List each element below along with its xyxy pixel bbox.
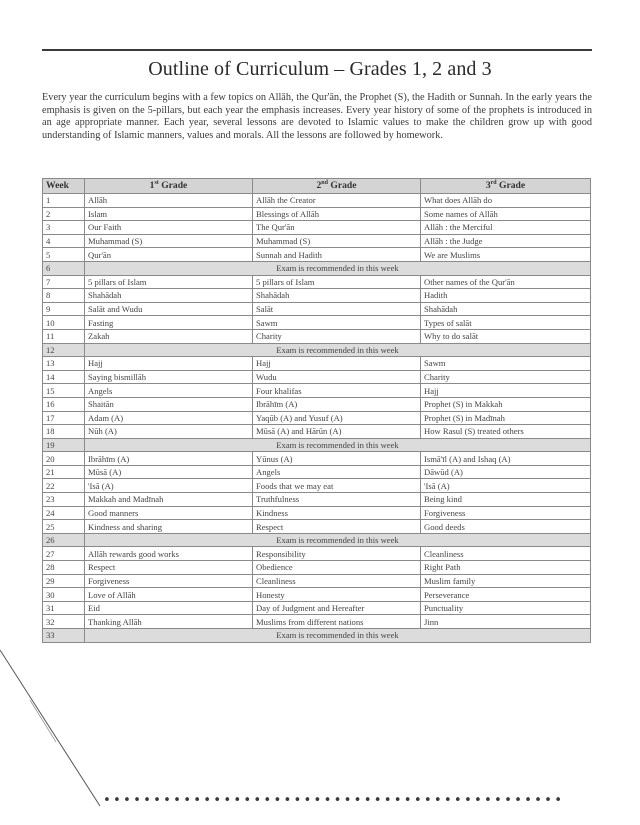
grade2-topic: Yaqūb (A) and Yusuf (A) bbox=[253, 411, 421, 425]
table-row bbox=[43, 506, 591, 520]
grade3-topic: Ismā'īl (A) and Ishaq (A) bbox=[421, 452, 591, 466]
grade3-topic: Allāh : the Judge bbox=[421, 234, 591, 248]
grade2-topic: Truthfulness bbox=[253, 493, 421, 507]
grade1-topic: Angels bbox=[85, 384, 253, 398]
grade1-topic: 5 pillars of Islam bbox=[85, 275, 253, 289]
exam-note: Exam is recommended in this week bbox=[85, 629, 591, 643]
week-number: 14 bbox=[43, 370, 85, 384]
top-rule bbox=[42, 49, 592, 51]
grade1-topic: Allāh rewards good works bbox=[85, 547, 253, 561]
grade3-topic: Allāh : the Merciful bbox=[421, 221, 591, 235]
grade2-header: 2nd Grade bbox=[253, 179, 421, 194]
week-number: 1 bbox=[43, 194, 85, 208]
grade1-topic: Fasting bbox=[85, 316, 253, 330]
week-number: 20 bbox=[43, 452, 85, 466]
grade2-topic: Respect bbox=[253, 520, 421, 534]
week-number: 2 bbox=[43, 207, 85, 221]
grade3-topic: We are Muslims bbox=[421, 248, 591, 262]
grade3-topic: Being kind bbox=[421, 493, 591, 507]
grade1-topic: Allāh bbox=[85, 194, 253, 208]
table-row bbox=[43, 207, 591, 221]
exam-row bbox=[43, 438, 591, 452]
grade3-header: 3rd Grade bbox=[421, 179, 591, 194]
grade2-topic: Cleanliness bbox=[253, 574, 421, 588]
table-row bbox=[43, 221, 591, 235]
grade1-topic: Good manners bbox=[85, 506, 253, 520]
table-row bbox=[43, 234, 591, 248]
grade2-topic: Sunnah and Hadith bbox=[253, 248, 421, 262]
grade2-topic: 5 pillars of Islam bbox=[253, 275, 421, 289]
grade3-topic: Hadith bbox=[421, 289, 591, 303]
grade3-topic: Cleanliness bbox=[421, 547, 591, 561]
page-title: Outline of Curriculum – Grades 1, 2 and 3 bbox=[148, 58, 492, 80]
table-row bbox=[43, 248, 591, 262]
table-header-row bbox=[43, 179, 591, 194]
grade2-topic: The Qur'ān bbox=[253, 221, 421, 235]
grade3-topic: Types of salāt bbox=[421, 316, 591, 330]
grade1-topic: Respect bbox=[85, 561, 253, 575]
table-row bbox=[43, 384, 591, 398]
week-number: 16 bbox=[43, 397, 85, 411]
grade1-topic: Nūh (A) bbox=[85, 425, 253, 439]
week-number: 9 bbox=[43, 302, 85, 316]
exam-note: Exam is recommended in this week bbox=[85, 343, 591, 357]
grade3-topic: 'Isā (A) bbox=[421, 479, 591, 493]
grade3-topic: Some names of Allāh bbox=[421, 207, 591, 221]
grade2-topic: Allāh the Creator bbox=[253, 194, 421, 208]
grade1-topic: Salāt and Wudu bbox=[85, 302, 253, 316]
week-number: 29 bbox=[43, 574, 85, 588]
grade2-topic: Sawm bbox=[253, 316, 421, 330]
grade1-topic: Muhammad (S) bbox=[85, 234, 253, 248]
week-number: 17 bbox=[43, 411, 85, 425]
table-row bbox=[43, 547, 591, 561]
grade3-topic: Forgiveness bbox=[421, 506, 591, 520]
grade2-topic: Responsibility bbox=[253, 547, 421, 561]
week-number: 3 bbox=[43, 221, 85, 235]
grade2-topic: Muslims from different nations bbox=[253, 615, 421, 629]
grade3-topic: Shahādah bbox=[421, 302, 591, 316]
week-number: 19 bbox=[43, 438, 85, 452]
week-number: 12 bbox=[43, 343, 85, 357]
grade3-topic: Right Path bbox=[421, 561, 591, 575]
grade1-topic: Islam bbox=[85, 207, 253, 221]
grade1-topic: Shahādah bbox=[85, 289, 253, 303]
table-row bbox=[43, 370, 591, 384]
week-number: 22 bbox=[43, 479, 85, 493]
week-number: 11 bbox=[43, 329, 85, 343]
grade3-topic: How Rasul (S) treated others bbox=[421, 425, 591, 439]
exam-note: Exam is recommended in this week bbox=[85, 438, 591, 452]
grade2-topic: Ibrāhīm (A) bbox=[253, 397, 421, 411]
exam-row bbox=[43, 261, 591, 275]
grade1-topic: Ibrāhīm (A) bbox=[85, 452, 253, 466]
grade2-topic: Foods that we may eat bbox=[253, 479, 421, 493]
week-header: Week bbox=[43, 179, 85, 194]
grade1-topic: Shaitān bbox=[85, 397, 253, 411]
table-row bbox=[43, 561, 591, 575]
week-number: 33 bbox=[43, 629, 85, 643]
week-number: 13 bbox=[43, 357, 85, 371]
grade2-topic: Honesty bbox=[253, 588, 421, 602]
grade3-topic: Dāwūd (A) bbox=[421, 465, 591, 479]
grade3-topic: Punctuality bbox=[421, 601, 591, 615]
table-row bbox=[43, 601, 591, 615]
week-number: 15 bbox=[43, 384, 85, 398]
exam-row bbox=[43, 533, 591, 547]
week-number: 24 bbox=[43, 506, 85, 520]
table-row bbox=[43, 357, 591, 371]
table-row bbox=[43, 479, 591, 493]
table-row bbox=[43, 316, 591, 330]
grade2-topic: Yūnus (A) bbox=[253, 452, 421, 466]
grade1-topic: Kindness and sharing bbox=[85, 520, 253, 534]
week-number: 23 bbox=[43, 493, 85, 507]
grade2-topic: Angels bbox=[253, 465, 421, 479]
grade1-topic: 'Isā (A) bbox=[85, 479, 253, 493]
grade1-topic: Makkah and Madīnah bbox=[85, 493, 253, 507]
table-row bbox=[43, 425, 591, 439]
table-row bbox=[43, 329, 591, 343]
grade2-topic: Salāt bbox=[253, 302, 421, 316]
grade3-topic: Sawm bbox=[421, 357, 591, 371]
week-number: 27 bbox=[43, 547, 85, 561]
week-number: 31 bbox=[43, 601, 85, 615]
grade3-topic: Why to do salāt bbox=[421, 329, 591, 343]
grade3-topic: Good deeds bbox=[421, 520, 591, 534]
grade1-topic: Eid bbox=[85, 601, 253, 615]
week-number: 8 bbox=[43, 289, 85, 303]
week-number: 30 bbox=[43, 588, 85, 602]
grade2-topic: Blessings of Allāh bbox=[253, 207, 421, 221]
week-number: 10 bbox=[43, 316, 85, 330]
grade2-topic: Wudu bbox=[253, 370, 421, 384]
grade1-topic: Qur'ān bbox=[85, 248, 253, 262]
intro-paragraph: Every year the curriculum begins with a few topics on Allāh, the Qur'ān, the Prophet (S), the Hadith or Sunnah. In the early years the emphasis is given on the 5-pillars, but each year the emphasis increases. Every year history of some of the prophets is introduced in an age appropriate manner. Each year, several lessons are devoted to Islamic values to make the children grow up with good understanding of Islamic manners, values and morals. All the lessons are followed by homework. bbox=[42, 92, 592, 141]
week-number: 32 bbox=[43, 615, 85, 629]
grade1-topic: Adam (A) bbox=[85, 411, 253, 425]
week-number: 28 bbox=[43, 561, 85, 575]
grade3-topic: Other names of the Qur'ān bbox=[421, 275, 591, 289]
grade3-topic: Perseverance bbox=[421, 588, 591, 602]
grade1-topic: Our Faith bbox=[85, 221, 253, 235]
grade3-topic: Muslim family bbox=[421, 574, 591, 588]
table-row bbox=[43, 493, 591, 507]
grade3-topic: Charity bbox=[421, 370, 591, 384]
table-row bbox=[43, 275, 591, 289]
grade3-topic: Hajj bbox=[421, 384, 591, 398]
table-body bbox=[43, 194, 591, 643]
grade3-topic: What does Allāh do bbox=[421, 194, 591, 208]
table-row bbox=[43, 302, 591, 316]
grade2-topic: Shahādah bbox=[253, 289, 421, 303]
grade2-topic: Kindness bbox=[253, 506, 421, 520]
grade3-topic: Jinn bbox=[421, 615, 591, 629]
grade2-topic: Mūsā (A) and Hārūn (A) bbox=[253, 425, 421, 439]
table-row bbox=[43, 452, 591, 466]
grade1-topic: Forgiveness bbox=[85, 574, 253, 588]
exam-row bbox=[43, 629, 591, 643]
week-number: 26 bbox=[43, 533, 85, 547]
grade2-topic: Hajj bbox=[253, 357, 421, 371]
grade2-topic: Day of Judgment and Hereafter bbox=[253, 601, 421, 615]
dotted-rule: •••••••••••••••••••••••••••••••••••••••••••••• bbox=[103, 793, 565, 808]
exam-note: Exam is recommended in this week bbox=[85, 261, 591, 275]
table-row bbox=[43, 615, 591, 629]
week-number: 21 bbox=[43, 465, 85, 479]
week-number: 7 bbox=[43, 275, 85, 289]
grade1-topic: Hajj bbox=[85, 357, 253, 371]
grade1-header: 1st Grade bbox=[85, 179, 253, 194]
grade2-topic: Obedience bbox=[253, 561, 421, 575]
exam-row bbox=[43, 343, 591, 357]
table-row bbox=[43, 194, 591, 208]
grade1-topic: Saying bismillāh bbox=[85, 370, 253, 384]
week-number: 5 bbox=[43, 248, 85, 262]
table-row bbox=[43, 588, 591, 602]
exam-note: Exam is recommended in this week bbox=[85, 533, 591, 547]
grade1-topic: Zakah bbox=[85, 329, 253, 343]
table-row bbox=[43, 520, 591, 534]
week-number: 25 bbox=[43, 520, 85, 534]
table-row bbox=[43, 397, 591, 411]
grade1-topic: Love of Allāh bbox=[85, 588, 253, 602]
week-number: 6 bbox=[43, 261, 85, 275]
grade2-topic: Four khalifas bbox=[253, 384, 421, 398]
table-row bbox=[43, 465, 591, 479]
grade1-topic: Thanking Allāh bbox=[85, 615, 253, 629]
week-number: 18 bbox=[43, 425, 85, 439]
table-row bbox=[43, 574, 591, 588]
grade2-topic: Charity bbox=[253, 329, 421, 343]
grade2-topic: Muhammad (S) bbox=[253, 234, 421, 248]
table-row bbox=[43, 289, 591, 303]
grade3-topic: Prophet (S) in Makkah bbox=[421, 397, 591, 411]
week-number: 4 bbox=[43, 234, 85, 248]
grade1-topic: Mūsā (A) bbox=[85, 465, 253, 479]
curriculum-table bbox=[42, 178, 591, 643]
table-row bbox=[43, 411, 591, 425]
grade3-topic: Prophet (S) in Madīnah bbox=[421, 411, 591, 425]
